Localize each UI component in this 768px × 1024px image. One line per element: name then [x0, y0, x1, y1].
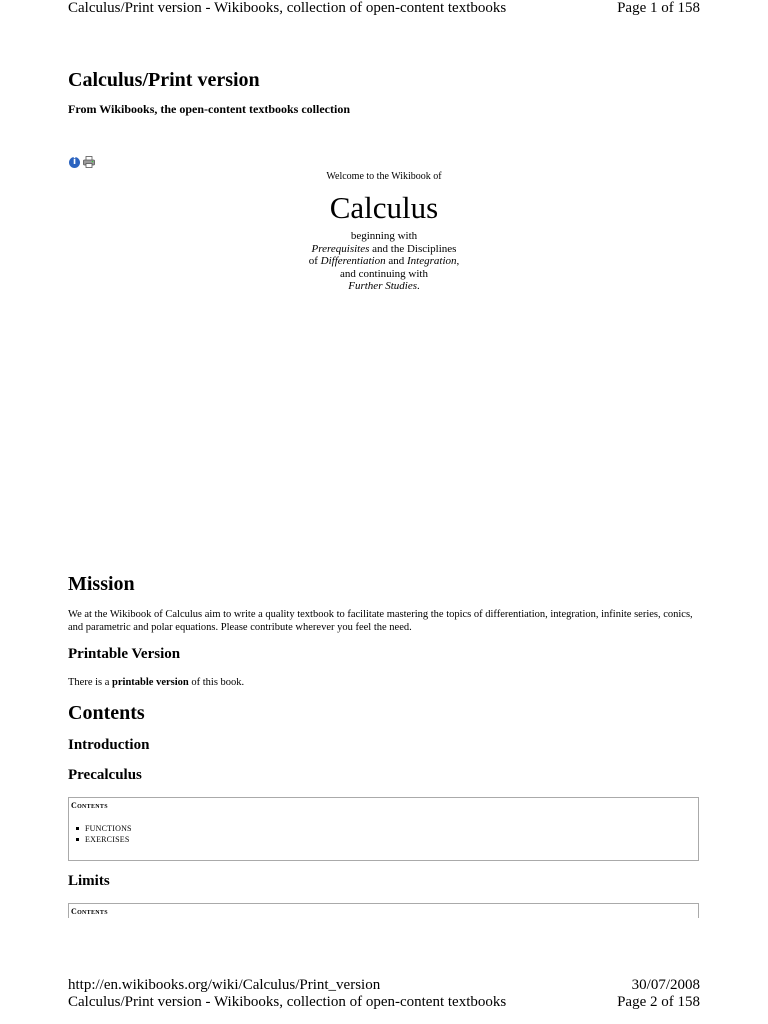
differentiation-link[interactable]: Differentiation [320, 255, 386, 267]
precalculus-toc-box [68, 797, 699, 861]
printable-version-link[interactable]: printable version [112, 677, 189, 688]
printable-heading: Printable Version [68, 646, 181, 662]
toc-item-exercises[interactable]: EXERCISES [85, 834, 698, 845]
welcome-line: Welcome to the Wikibook of [326, 171, 442, 182]
limits-heading[interactable]: Limits [68, 873, 110, 889]
welcome-block [184, 171, 584, 293]
printer-icon[interactable] [83, 156, 95, 168]
mission-heading: Mission [68, 573, 135, 595]
prerequisites-link[interactable]: Prerequisites [311, 242, 370, 255]
limits-toc-title: Contents [71, 907, 108, 916]
welcome-continuing: and continuing with [340, 267, 428, 280]
welcome-prerequisites-line: Prerequisites and the Disciplines [311, 242, 457, 255]
welcome-beginning: beginning with [350, 230, 418, 242]
limits-toc-box [68, 903, 699, 918]
info-icon-glyph: i [72, 156, 77, 167]
printable-text: There is a printable version of this book. [68, 677, 245, 688]
welcome-disciplines-line: of Differentiation and Integration, [308, 255, 460, 267]
book-title: Calculus [329, 190, 439, 225]
precalculus-toc-title: Contents [71, 801, 108, 810]
introduction-heading[interactable]: Introduction [68, 737, 150, 753]
next-page-header-title: Calculus/Print version - Wikibooks, collection of open-content textbooks [68, 994, 507, 1010]
page-title: Calculus/Print version [68, 69, 260, 91]
contents-heading: Contents [68, 702, 145, 724]
mission-text: We at the Wikibook of Calculus aim to write a quality textbook to facilitate mastering the topics of differentiation, integration, infinite series, conics, and parametric and polar equations. Please contribute wherever you feel the need. [68, 609, 693, 633]
further-studies-link[interactable]: Further Studies [348, 280, 417, 292]
toc-item-functions[interactable]: FUNCTIONS [85, 823, 698, 834]
precalculus-heading[interactable]: Precalculus [68, 767, 142, 783]
page-footer-url: http://en.wikibooks.org/wiki/Calculus/Print_version [68, 977, 381, 993]
precalculus-toc-list [69, 823, 698, 845]
welcome-further-line: Further Studies. [348, 280, 420, 292]
page-footer-date: 30/07/2008 [631, 977, 700, 993]
page-header-title: Calculus/Print version - Wikibooks, collection of open-content textbooks [68, 0, 507, 16]
info-icon[interactable] [69, 157, 80, 168]
page-icons [69, 156, 95, 168]
page-header-number: Page 1 of 158 [617, 0, 700, 16]
page-tagline: From Wikibooks, the open-content textbooks collection [68, 102, 351, 116]
next-page-header-number: Page 2 of 158 [617, 994, 700, 1010]
integration-link[interactable]: Integration [407, 255, 457, 267]
